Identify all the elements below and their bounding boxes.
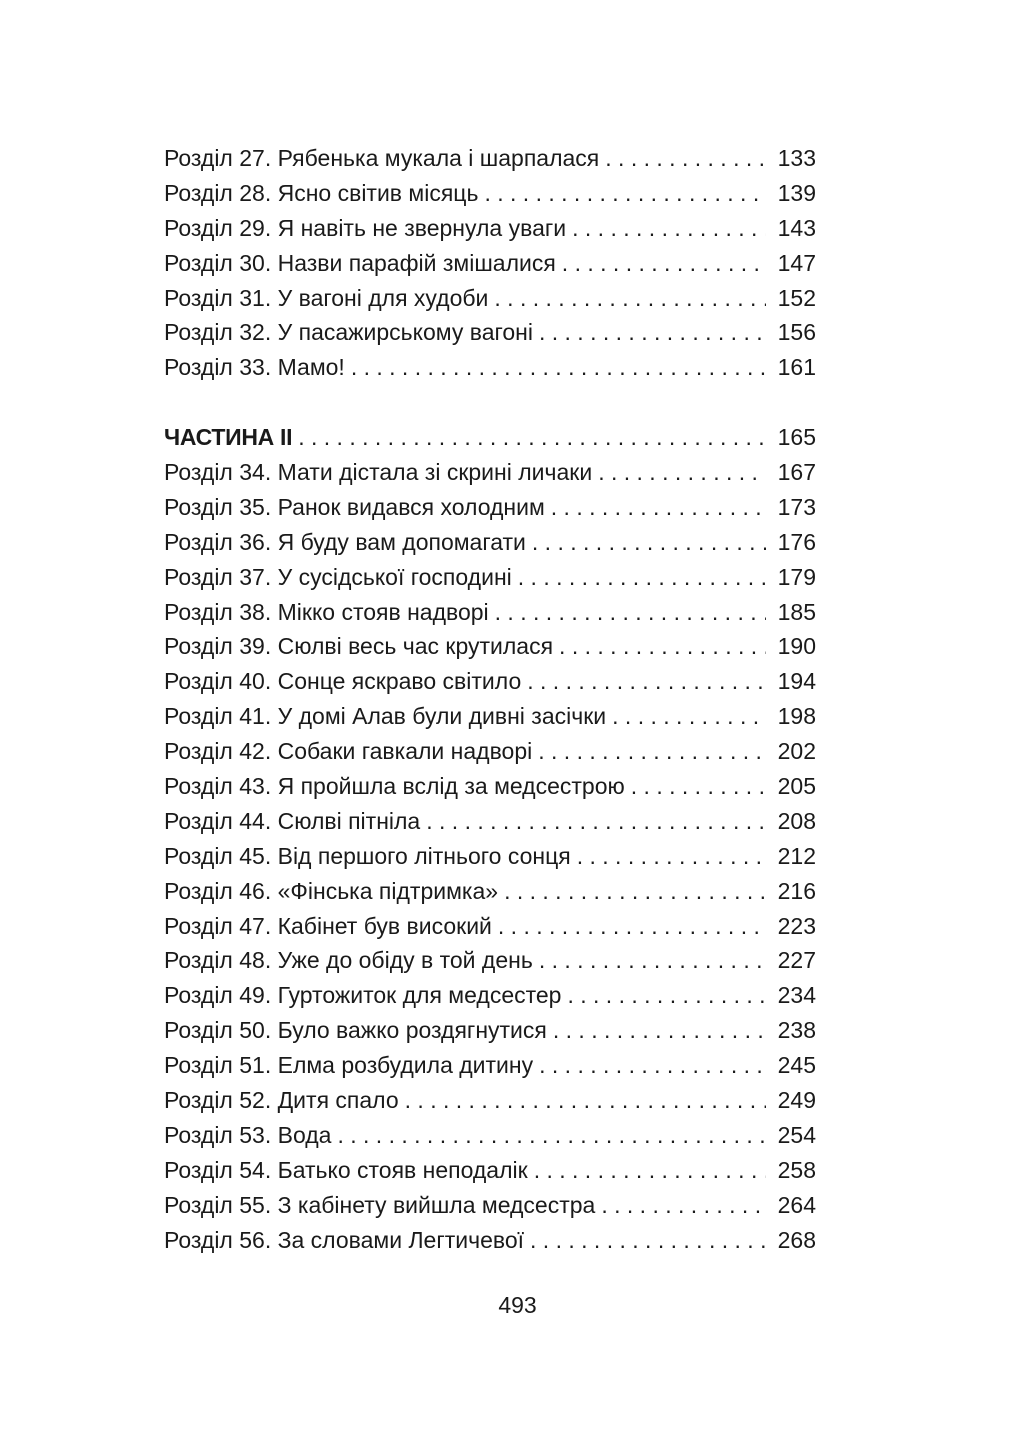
toc-entry xyxy=(164,176,816,211)
toc-entry-title: Розділ 53. Вода xyxy=(164,1121,332,1148)
dot-leader xyxy=(518,560,766,595)
toc-entry-page: 152 xyxy=(777,284,816,311)
toc-entry-page: 245 xyxy=(777,1052,816,1079)
toc-entry-title: Розділ 38. Мікко стояв надворі xyxy=(164,598,489,625)
toc-entry xyxy=(164,629,816,664)
section-spacer xyxy=(164,385,816,420)
toc-entry xyxy=(164,525,816,560)
dot-leader xyxy=(598,455,766,490)
part-title: ЧАСТИНА II xyxy=(164,424,293,451)
dot-leader xyxy=(539,1048,766,1083)
toc-entry-title: Розділ 31. У вагоні для худоби xyxy=(164,284,489,311)
toc-entry-title: Розділ 40. Сонце яскраво світило xyxy=(164,668,522,695)
dot-leader xyxy=(601,1188,766,1223)
dot-leader xyxy=(484,176,766,211)
toc-entry-page: 185 xyxy=(777,598,816,625)
toc-entry-page: 133 xyxy=(777,145,816,171)
toc-entry-title: Розділ 41. У домі Алав були дивні засічки xyxy=(164,703,607,730)
toc-entry xyxy=(164,769,816,804)
toc-entry xyxy=(164,909,816,944)
toc-entry-title: Розділ 30. Назви парафій змішалися xyxy=(164,249,556,276)
toc-entry-page: 143 xyxy=(777,214,816,241)
dot-leader xyxy=(532,525,766,560)
toc-entry xyxy=(164,664,816,699)
toc-entry xyxy=(164,211,816,246)
toc-entry-title: Розділ 28. Ясно світив місяць xyxy=(164,179,479,206)
dot-leader xyxy=(612,699,766,734)
toc-entry-page: 254 xyxy=(777,1121,816,1148)
toc-entry-page: 161 xyxy=(777,354,816,381)
toc-entry-page: 147 xyxy=(777,249,816,276)
toc-entry-page: 198 xyxy=(777,703,816,730)
toc-entry-title: Розділ 36. Я буду вам допомагати xyxy=(164,528,526,555)
toc-entry-title: Розділ 29. Я навіть не звернула уваги xyxy=(164,214,567,241)
dot-leader xyxy=(298,420,766,455)
toc-entry xyxy=(164,315,816,350)
toc-entry xyxy=(164,1118,816,1153)
dot-leader xyxy=(494,281,766,316)
toc-entry-page: 227 xyxy=(777,947,816,974)
toc-entry-page: 208 xyxy=(777,807,816,834)
toc-entry-title: Розділ 42. Собаки гавкали надворі xyxy=(164,738,533,765)
dot-leader xyxy=(562,246,766,281)
part-page: 165 xyxy=(777,424,816,451)
toc-entry-page: 173 xyxy=(777,493,816,520)
toc-entry-page: 139 xyxy=(777,179,816,206)
toc-entry xyxy=(164,734,816,769)
toc-entry-page: 238 xyxy=(777,1017,816,1044)
toc-entry-page: 268 xyxy=(777,1226,816,1253)
toc-entry xyxy=(164,699,816,734)
toc-entry-title: Розділ 32. У пасажирському вагоні xyxy=(164,319,533,346)
toc-entry-page: 216 xyxy=(777,877,816,904)
dot-leader xyxy=(631,769,766,804)
dot-leader xyxy=(337,1118,766,1153)
toc-entry xyxy=(164,246,816,281)
toc-entry xyxy=(164,350,816,385)
toc-section-top xyxy=(164,141,816,385)
dot-leader xyxy=(559,629,766,664)
toc-entry-page: 176 xyxy=(777,528,816,555)
dot-leader xyxy=(539,943,766,978)
toc-entry xyxy=(164,804,816,839)
toc-entry-title: Розділ 56. За словами Легтичевої xyxy=(164,1226,525,1253)
toc-entry-title: Розділ 49. Гуртожиток для медсестер xyxy=(164,982,562,1009)
toc-entry xyxy=(164,595,816,630)
dot-leader xyxy=(534,1153,766,1188)
toc-entry-title: Розділ 37. У сусідської господині xyxy=(164,563,512,590)
toc-entry-title: Розділ 52. Дитя спало xyxy=(164,1087,399,1114)
toc-entry xyxy=(164,455,816,490)
toc-entry-page: 258 xyxy=(777,1156,816,1183)
toc-entry-page: 205 xyxy=(777,773,816,800)
toc-entry-title: Розділ 51. Елма розбудила дитину xyxy=(164,1052,534,1079)
toc-entry-page: 264 xyxy=(777,1191,816,1218)
toc-entry-title: Розділ 48. Уже до обіду в той день xyxy=(164,947,533,974)
dot-leader xyxy=(504,874,766,909)
page-number: 493 xyxy=(498,1292,537,1318)
toc-section-bottom xyxy=(164,455,816,1257)
dot-leader xyxy=(553,1013,766,1048)
toc-entry-title: Розділ 39. Сюлві весь час крутилася xyxy=(164,633,554,660)
dot-leader xyxy=(530,1223,766,1258)
dot-leader xyxy=(605,141,766,176)
toc-entry-title: Розділ 47. Кабінет був високий xyxy=(164,912,492,939)
dot-leader xyxy=(351,350,766,385)
toc-entry-page: 179 xyxy=(777,563,816,590)
toc-entry xyxy=(164,1048,816,1083)
dot-leader xyxy=(498,909,766,944)
toc-entry-page: 234 xyxy=(777,982,816,1009)
dot-leader xyxy=(567,978,766,1013)
dot-leader xyxy=(538,734,766,769)
toc-entry-title: Розділ 27. Рябенька мукала і шарпалася xyxy=(164,145,600,171)
dot-leader xyxy=(551,490,766,525)
toc-entry xyxy=(164,874,816,909)
toc-entry-page: 194 xyxy=(777,668,816,695)
dot-leader xyxy=(577,839,766,874)
toc-entry xyxy=(164,1083,816,1118)
toc-entry xyxy=(164,1188,816,1223)
toc-entry-page: 249 xyxy=(777,1087,816,1114)
toc-entry xyxy=(164,1223,816,1258)
toc-entry-title: Розділ 43. Я пройшла вслід за медсестрою xyxy=(164,773,625,800)
toc-entry-title: Розділ 33. Мамо! xyxy=(164,354,345,381)
toc-entry-page: 167 xyxy=(777,459,816,486)
toc-entry-page: 223 xyxy=(777,912,816,939)
toc-entry-page: 212 xyxy=(777,842,816,869)
toc-entry xyxy=(164,1153,816,1188)
toc-entry-title: Розділ 45. Від першого літнього сонця xyxy=(164,842,571,869)
toc-entry xyxy=(164,839,816,874)
toc-entry xyxy=(164,1013,816,1048)
dot-leader xyxy=(495,595,766,630)
toc-entry-page: 190 xyxy=(777,633,816,660)
dot-leader xyxy=(572,211,766,246)
dot-leader xyxy=(405,1083,766,1118)
toc-entry xyxy=(164,490,816,525)
table-of-contents xyxy=(164,141,816,1258)
toc-entry-page: 202 xyxy=(777,738,816,765)
toc-entry-title: Розділ 44. Сюлві пітніла xyxy=(164,807,421,834)
toc-part-heading xyxy=(164,420,816,455)
toc-entry-title: Розділ 55. З кабінету вийшла медсестра xyxy=(164,1191,596,1218)
toc-entry-title: Розділ 54. Батько стояв неподалік xyxy=(164,1156,528,1183)
toc-entry xyxy=(164,141,816,176)
toc-entry-title: Розділ 34. Мати дістала зі скрині личаки xyxy=(164,459,593,486)
toc-entry xyxy=(164,560,816,595)
toc-entry xyxy=(164,281,816,316)
toc-entry xyxy=(164,943,816,978)
toc-entry-title: Розділ 35. Ранок видався холодним xyxy=(164,493,545,520)
toc-entry xyxy=(164,978,816,1013)
toc-entry-title: Розділ 46. «Фінська підтримка» xyxy=(164,877,499,904)
dot-leader xyxy=(426,804,766,839)
dot-leader xyxy=(539,315,766,350)
toc-entry-title: Розділ 50. Було важко роздягнутися xyxy=(164,1017,547,1044)
toc-entry-page: 156 xyxy=(777,319,816,346)
dot-leader xyxy=(527,664,766,699)
